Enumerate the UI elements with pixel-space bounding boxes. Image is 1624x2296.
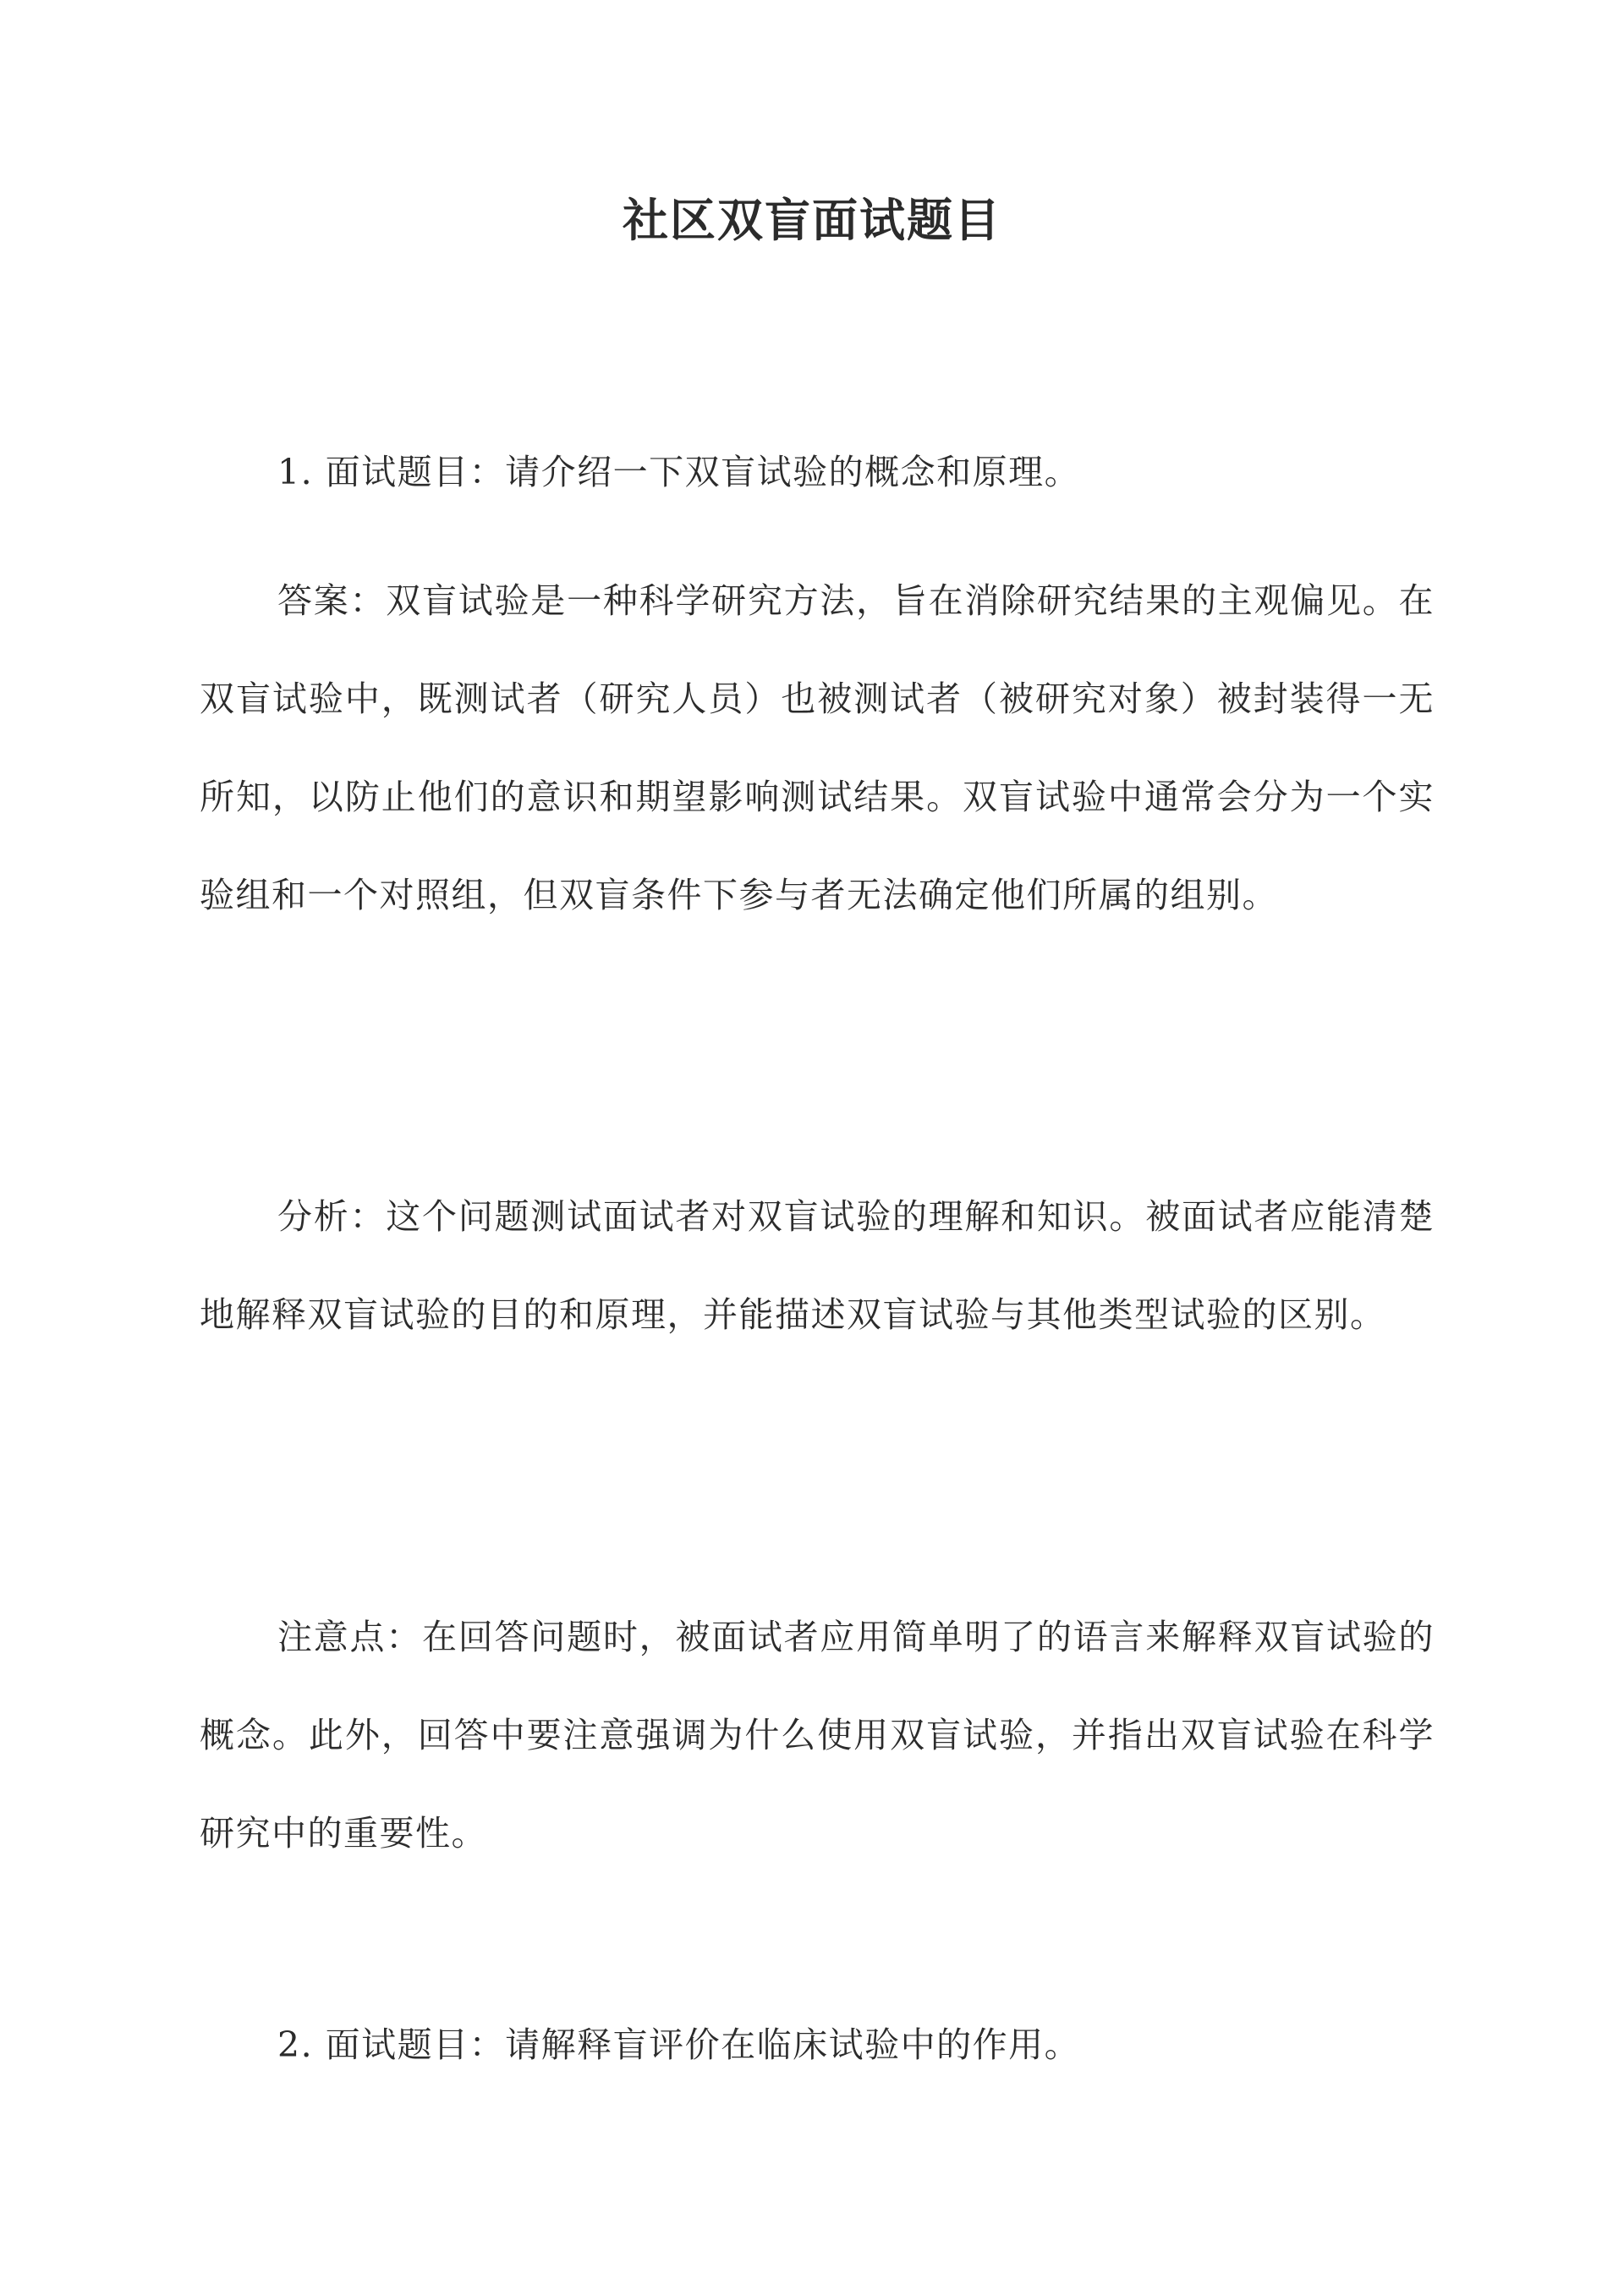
answer-1: 答案：双盲试验是一种科学研究方法，旨在消除研究结果的主观偏见。在双盲试验中，既测试者（研究人员）也被测试者（被研究对象）被封装得一无所知，以防止他们的意识和期望影响测试结果。双盲试验中通常会分为一个实验组和一个对照组，但双盲条件下参与者无法确定他们所属的组别。: [200, 580, 1435, 915]
question-2: 2. 面试题目：请解释盲评价在临床试验中的作用。: [277, 2024, 1081, 2065]
notes-1: 注意点：在回答问题时，被面试者应用简单明了的语言来解释双盲试验的概念。此外，回答中要注意强调为什么使用双盲试验，并指出双盲试验在科学研究中的重要性。: [200, 1617, 1435, 1854]
document-title: 社区双盲面试题目: [623, 193, 1001, 247]
analysis-1: 分析：这个问题测试面试者对双盲试验的理解和知识。被面试者应能清楚地解释双盲试验的目的和原理，并能描述双盲试验与其他类型试验的区别。: [200, 1196, 1435, 1335]
question-1: 1. 面试题目：请介绍一下双盲试验的概念和原理。: [277, 452, 1081, 492]
